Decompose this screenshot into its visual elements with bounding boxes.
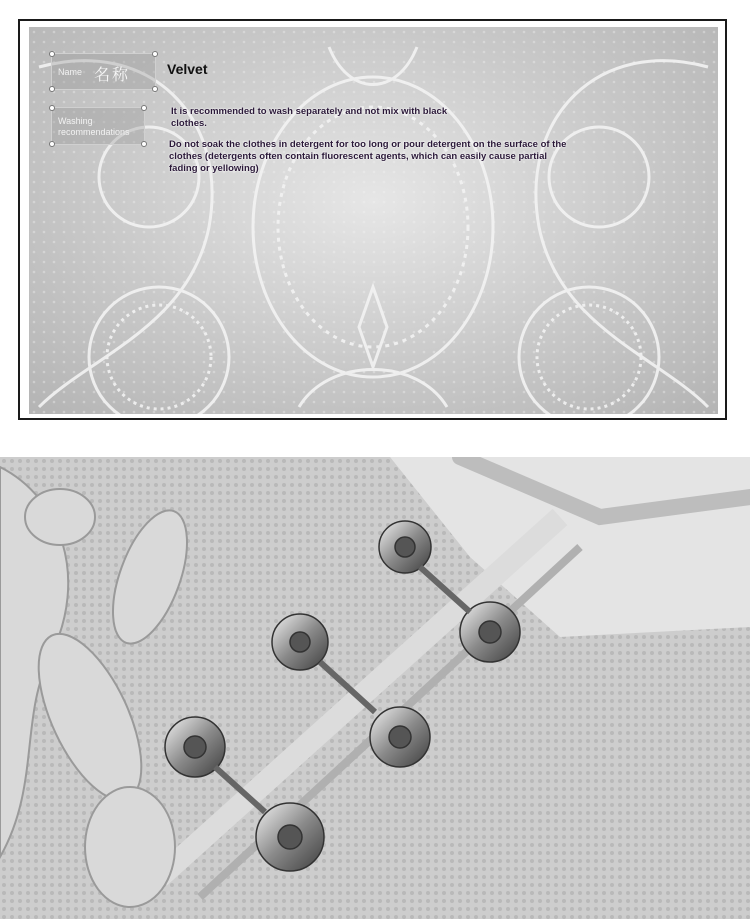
washing-tag-label: Washing recommendations [58, 116, 130, 137]
lace-closeup-photo [0, 457, 750, 919]
washing-instruction-1: It is recommended to wash separately and not mix with black clothes. [171, 106, 448, 129]
washing-tag [51, 107, 145, 145]
name-tag-chinese: 名称 [94, 65, 131, 84]
paisley-fabric-background [29, 27, 718, 414]
lace-closeup-graphic [0, 457, 750, 919]
name-tag [51, 53, 156, 90]
name-tag-english: Name [58, 67, 83, 77]
fabric-name-value: Velvet [167, 61, 208, 77]
washing-instruction-2: Do not soak the clothes in detergent for too long or pour detergent on the surface of the clothes (detergents often contain fluorescent agents, which can easily cause partial fading or yellowing) [169, 139, 567, 174]
info-panel-frame [18, 19, 727, 420]
